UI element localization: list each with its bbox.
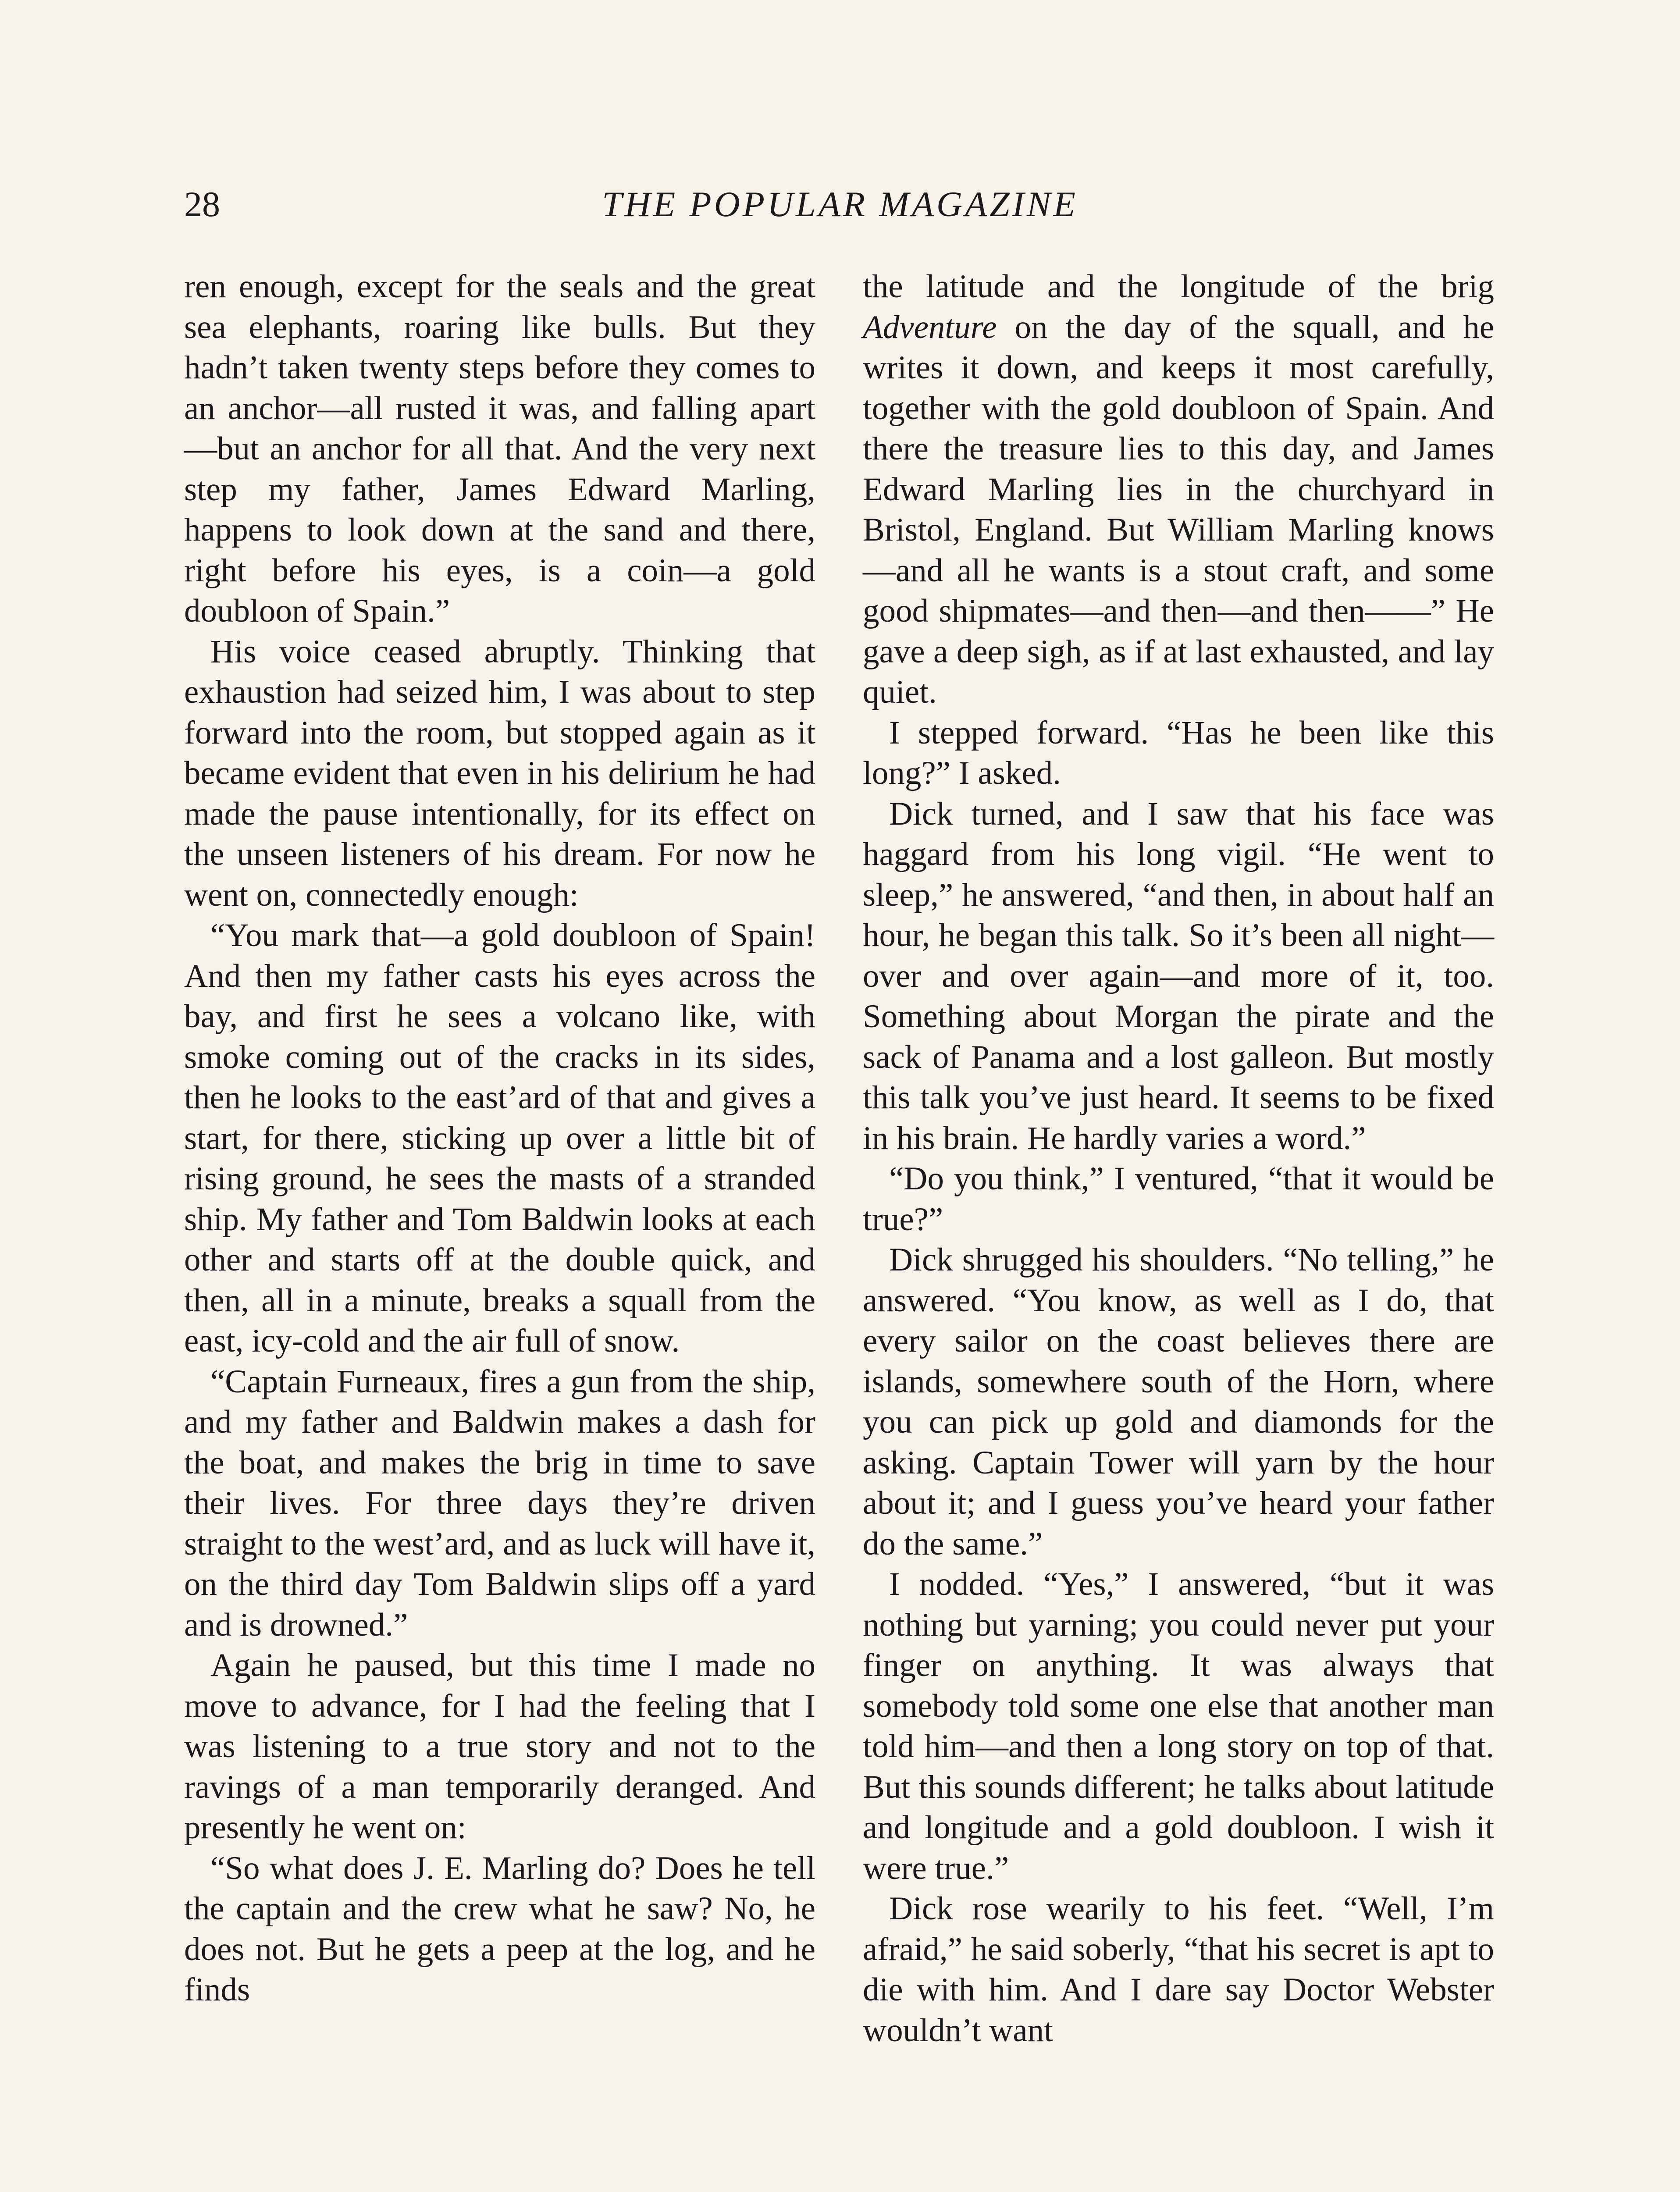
page-number: 28 — [184, 184, 220, 224]
paragraph: Dick rose wearily to his feet. “Well, I’m afraid,” he said soberly, “that his secret is apt to die with him. And I dare say Doctor Webster wouldn’t want — [863, 1890, 1494, 2049]
paragraph: Dick shrugged his shoulders. “No telling,” he answered. “You know, as well as I do, that every sailor on the coast believes there are islands, somewhere south of the Horn, where you can pick up gold and diamonds for the asking. Captain Tower will yarn by the hour about it; and I guess you’ve heard your father do the same.” — [863, 1242, 1494, 1562]
paragraph: “Captain Furneaux, fires a gun from the ship, and my father and Baldwin makes a dash for the boat, and makes the brig in time to save their lives. For three days they’re driven straight to the west’ard, and as luck will have it, on the third day Tom Baldwin slips off a yard and is drowned.” — [184, 1363, 815, 1643]
paragraph: Dick turned, and I saw that his face was haggard from his long vigil. “He went to sleep,” he answered, “and then, in about half an hour, he began this talk. So it’s been all night—over and over again—and more of it, too. Something about Morgan the pirate and the sack of Panama and a lost galleon. But mostly this talk you’ve just heard. It seems to be fixed in his brain. He hardly varies a word.” — [863, 795, 1494, 1156]
ship-name: Adventure — [863, 309, 997, 345]
paragraph: His voice ceased abruptly. Thinking that exhaustion had seized him, I was about to step forward into the room, but stopped again as it became evident that even in his delirium he had made the pause intentionally, for its effect on the unseen listeners of his dream. For now he went on, connectedly enough: — [184, 633, 815, 913]
paragraph: “You mark that—a gold doubloon of Spain! And then my father casts his eyes across the bay, and first he sees a volcano like, with smoke coming out of the cracks in its sides, then he looks to the east’ard of that and gives a start, for there, sticking up over a little bit of rising ground, he sees the masts of a stranded ship. My father and Tom Baldwin looks at each other and starts off at the double quick, and then, all in a minute, breaks a squall from the east, icy-cold and the air full of snow. — [184, 917, 815, 1359]
running-head: THE POPULAR MAGAZINE — [602, 184, 1078, 224]
paragraph: “So what does J. E. Marling do? Does he tell the captain and the crew what he saw? No, he does not. But he gets a peep at the log, and he finds — [184, 1850, 815, 2008]
paragraph: I nodded. “Yes,” I answered, “but it was nothing but yarning; you could never put your finger on anything. It was always that somebody told some one else that another man told him—and then a long story on top of that. But this sounds different; he talks about latitude and longitude and a gold doubloon. I wish it were true.” — [863, 1566, 1494, 1886]
paragraph: Again he paused, but this time I made no move to advance, for I had the feeling that I was listening to a true story and not to the ravings of a man temporarily deranged. And presently he went on: — [184, 1647, 815, 1846]
paragraph: the latitude and the longitude of the brig Adventure on the day of the squall, and he writes it down, and keeps it most carefully, together with the gold doubloon of Spain. And there the treasure lies to this day, and James Edward Marling lies in the churchyard in Bristol, England. But William Marling knows—and all he wants is a stout craft, and some good shipmates—and then—and then——” He gave a deep sigh, as if at last exhausted, and lay quiet. — [863, 268, 1494, 710]
left-column — [184, 267, 815, 2011]
paragraph: ren enough, except for the seals and the great sea elephants, roaring like bulls. But they hadn’t taken twenty steps before they comes to an anchor—all rusted it was, and falling apart—but an anchor for all that. And the very next step my father, James Edward Marling, happens to look down at the sand and there, right before his eyes, is a coin—a gold doubloon of Spain.” — [184, 268, 815, 629]
paragraph: I stepped forward. “Has he been like this long?” I asked. — [863, 714, 1494, 791]
right-column — [863, 267, 1494, 2051]
paragraph: “Do you think,” I ventured, “that it would be true?” — [863, 1160, 1494, 1238]
